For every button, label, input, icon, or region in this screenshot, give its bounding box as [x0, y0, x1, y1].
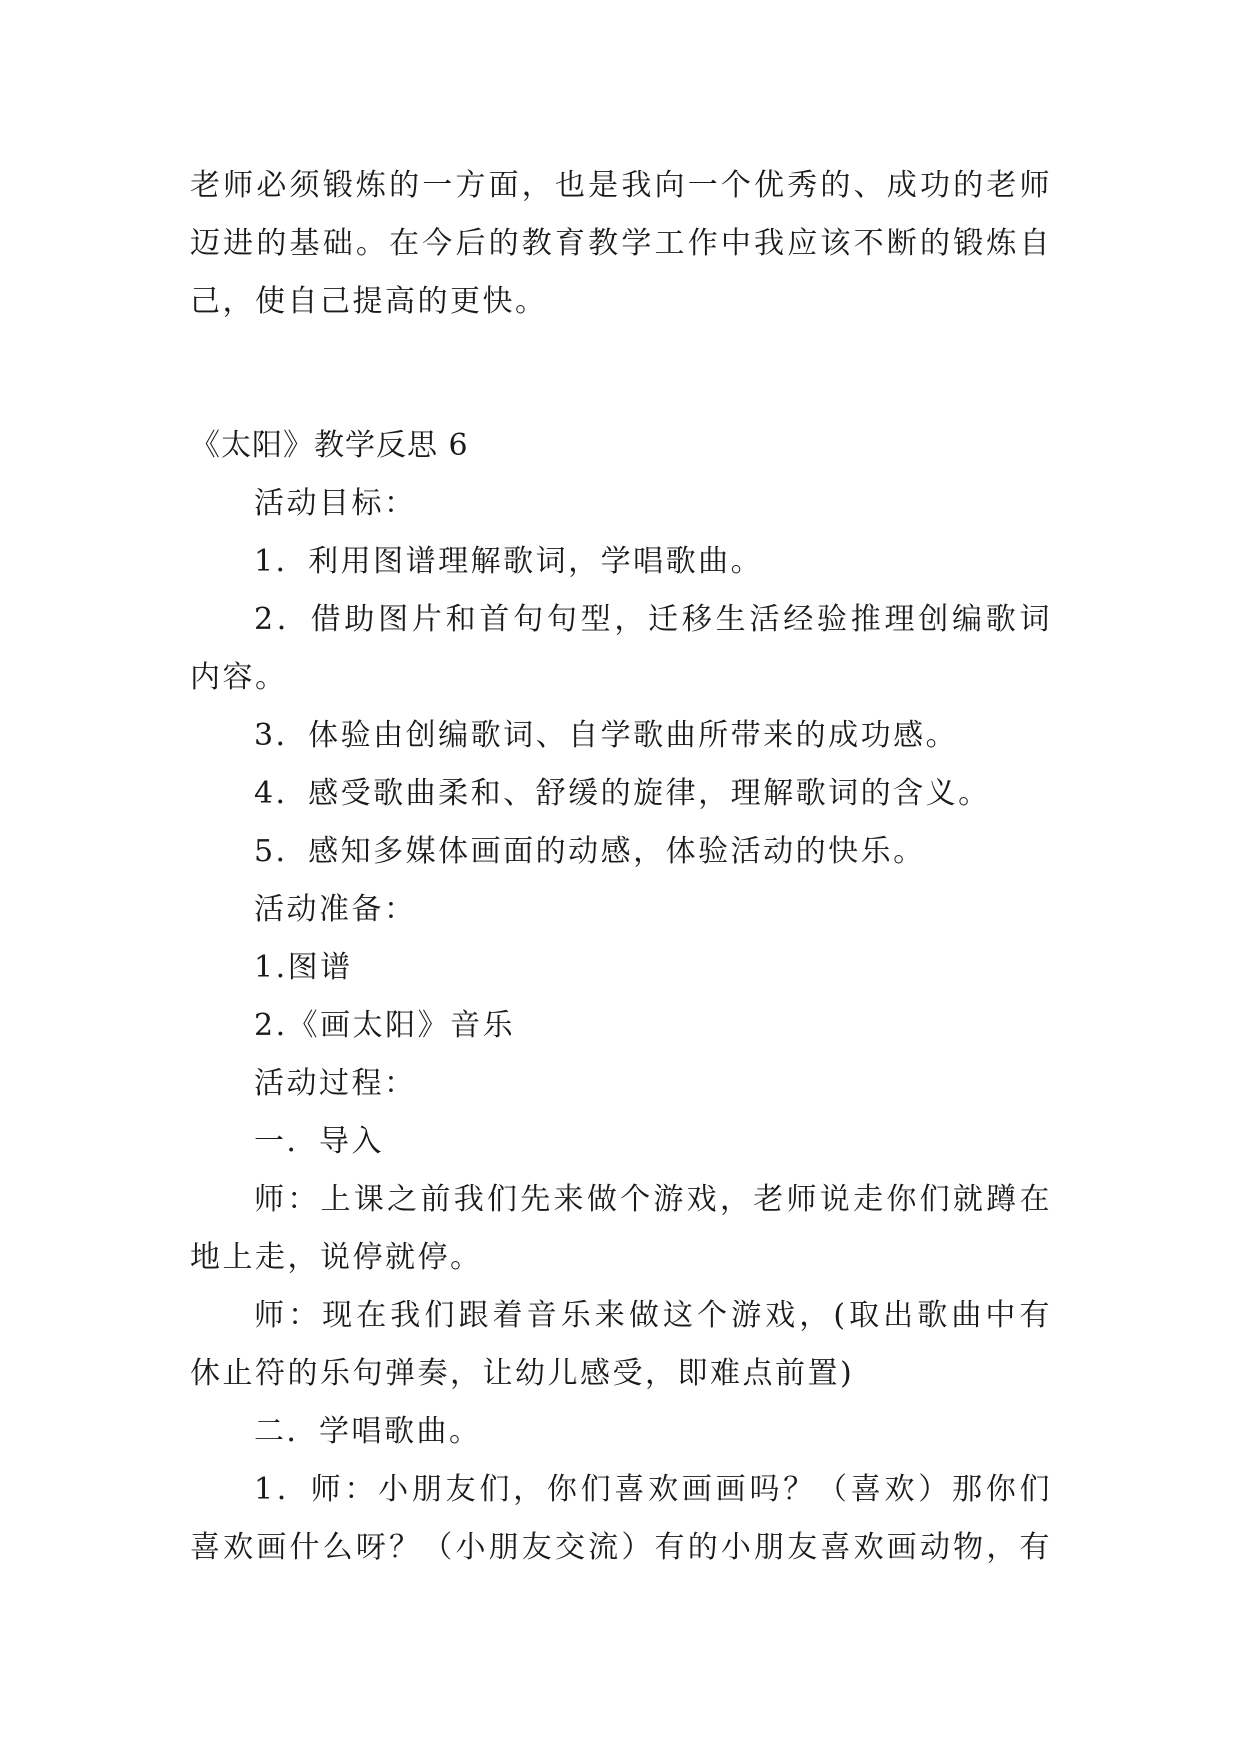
document-body	[190, 157, 1052, 1577]
goals-heading: 活动目标：	[254, 486, 417, 521]
goal-item-1: 1．利用图谱理解歌词，学唱歌曲。	[254, 544, 764, 579]
goal-item-4: 4．感受歌曲柔和、舒缓的旋律，理解歌词的含义。	[254, 776, 991, 811]
paragraph-3-line-2: 喜欢画什么呀？（小朋友交流）有的小朋友喜欢画动物，有	[190, 1530, 1052, 1565]
prep-item-1: 1.图谱	[254, 950, 353, 985]
paragraph-2-line-2: 休止符的乐句弹奏，让幼儿感受，即难点前置)	[190, 1356, 855, 1391]
prep-heading: 活动准备：	[254, 892, 417, 927]
prep-item-2: 2.《画太阳》音乐	[254, 1008, 516, 1043]
goal-item-2-line-1: 2．借助图片和首句句型，迁移生活经验推理创编歌词	[254, 602, 1052, 637]
step-2-heading: 二．学唱歌曲。	[254, 1414, 482, 1449]
intro-line-1: 老师必须锻炼的一方面，也是我向一个优秀的、成功的老师	[190, 168, 1052, 203]
paragraph-3-line-1: 1．师：小朋友们，你们喜欢画画吗？（喜欢）那你们	[254, 1472, 1052, 1507]
paragraph-2-line-1: 师：现在我们跟着音乐来做这个游戏，(取出歌曲中有	[254, 1298, 1052, 1333]
process-heading: 活动过程：	[254, 1066, 417, 1101]
intro-line-3: 己，使自己提高的更快。	[190, 284, 548, 319]
paragraph-1-line-1: 师：上课之前我们先来做个游戏，老师说走你们就蹲在	[254, 1182, 1052, 1217]
goal-item-3: 3．体验由创编歌词、自学歌曲所带来的成功感。	[254, 718, 959, 753]
goal-item-5: 5．感知多媒体画面的动感，体验活动的快乐。	[254, 834, 926, 869]
step-1-heading: 一．导入	[254, 1124, 384, 1159]
paragraph-1-line-2: 地上走，说停就停。	[190, 1240, 483, 1275]
intro-line-2: 迈进的基础。在今后的教育教学工作中我应该不断的锻炼自	[190, 226, 1052, 261]
section-title: 《太阳》教学反思 6	[190, 428, 469, 463]
paragraph-gap	[190, 331, 1052, 417]
goal-item-2-line-2: 内容。	[190, 660, 288, 695]
